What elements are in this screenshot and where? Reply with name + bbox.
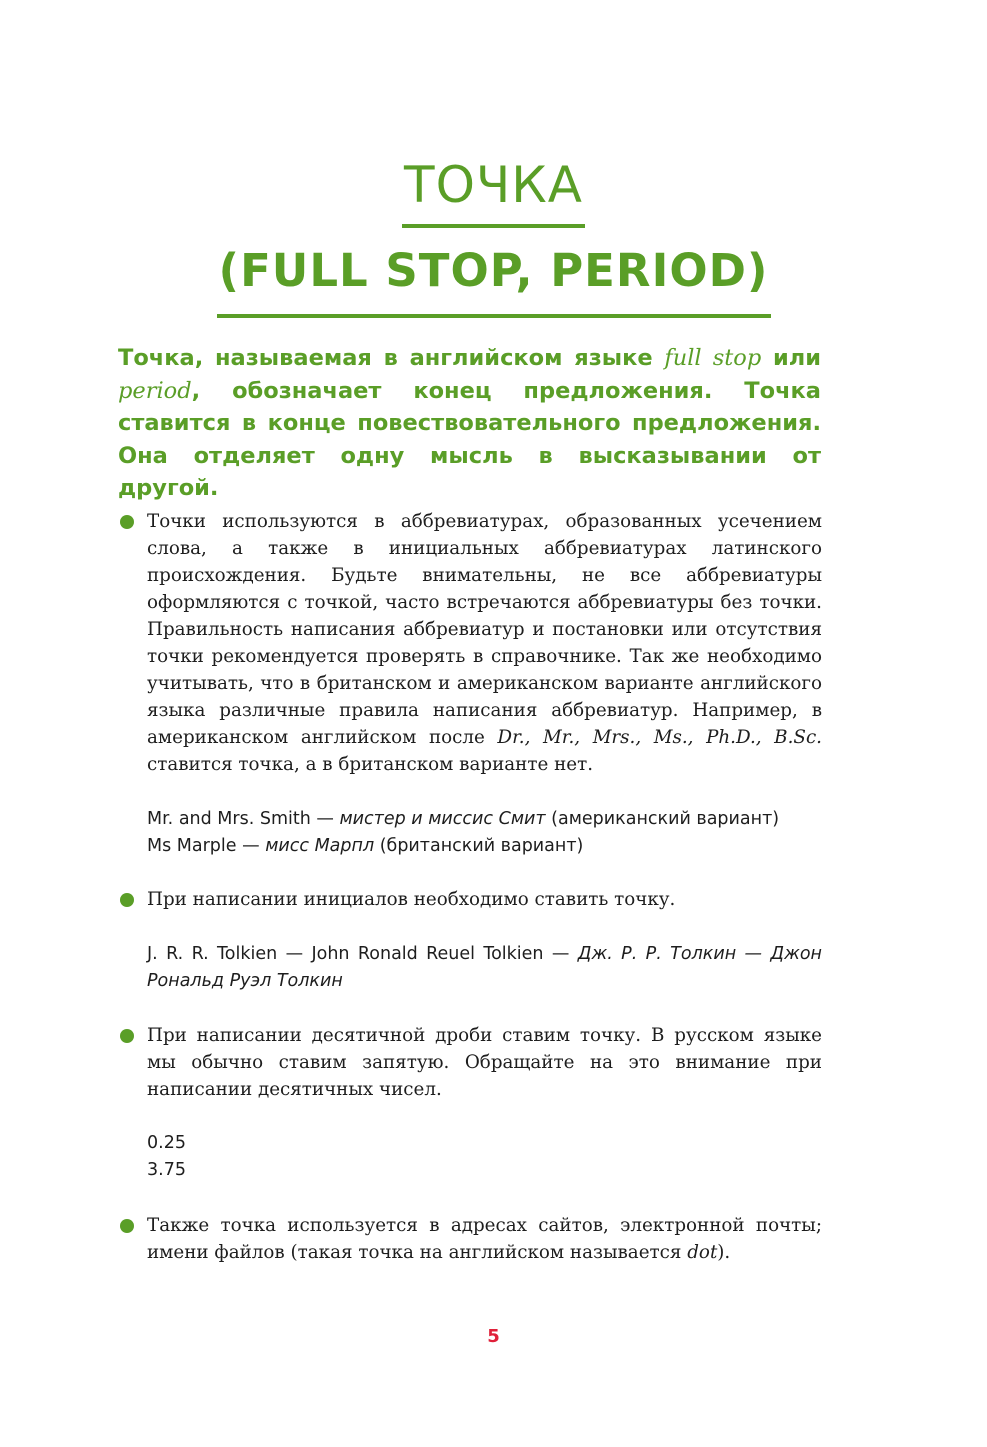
example-english-full: John Ronald Reuel Tolkien	[311, 944, 544, 964]
example-note: (американский вариант)	[545, 809, 780, 829]
example-dash: —	[236, 836, 266, 856]
example-russian: мисс Марпл	[265, 836, 375, 856]
intro-text-3: , обозначает конец предложения. Точка ставится в конце повествовательного предложения. Она отделяет одну мысль в высказывании от другой.	[118, 377, 821, 501]
bullet-text: Также точка используется в адресах сайтов, электронной почты; имени файлов (такая точка на английском называется	[147, 1215, 822, 1263]
example-abbr-1	[147, 806, 837, 833]
bullet-text: При написании инициалов необходимо ставить точку.	[147, 889, 676, 910]
example-abbr-2	[147, 833, 837, 860]
example-russian: Дж. Р. Р. Толкин — Джон Рональд Руэл Толкин	[147, 944, 822, 991]
example-russian: мистер и миссис Смит	[339, 809, 546, 829]
bullet-dot-icon	[120, 1219, 134, 1233]
intro-paragraph	[118, 342, 821, 505]
bullet-italic: dot	[687, 1242, 718, 1263]
example-english: Ms Marple	[147, 836, 237, 856]
example-note: (британский вариант)	[374, 836, 584, 856]
bullet-dot-usage	[147, 1212, 822, 1266]
example-decimal-1: 0.25	[147, 1133, 186, 1153]
bullet-italic: Dr., Mr., Mrs., Ms., Ph.D., B.Sc.	[497, 727, 822, 748]
intro-text-1: Точка, называемая в английском языке	[118, 345, 665, 371]
intro-text-2: или	[761, 345, 821, 371]
bullet-tail: ).	[717, 1242, 731, 1263]
title-line-2: (FULL STOP, PERIOD)	[217, 238, 771, 318]
bullet-text: При написании десятичной дроби ставим точку. В русском языке мы обычно ставим запятую. Обращайте на это внимание при написании десятичных чисел.	[147, 1025, 822, 1100]
bullet-text: Точки используются в аббревиатурах, образованных усечением слова, а также в инициальных аббревиатурах латинского происхождения. Будьте внимательны, не все аббревиатуры оформляются с точкой, часто встречаются аббревиатуры без точки. Правильность написания аббревиатур и постановки или отсутствия точки рекомендуется проверять в справочнике. Так же необходимо учитывать, что в британском и американском варианте английского языка различные правила написания аббревиатур. Например, в американском английском после	[147, 511, 822, 748]
bullet-initials	[147, 886, 822, 913]
bullet-dot-icon	[120, 1029, 134, 1043]
intro-term-full-stop: full stop	[664, 345, 762, 371]
bullet-tail: ставится точка, а в британском варианте нет.	[147, 754, 594, 775]
example-english-short: J. R. R. Tolkien	[147, 944, 278, 964]
example-dash: —	[310, 809, 340, 829]
title-line-1: ТОЧКА	[402, 150, 585, 228]
bullet-dot-icon	[120, 515, 134, 529]
bullet-dot-icon	[120, 893, 134, 907]
page-number: 5	[487, 1326, 500, 1347]
bullet-decimals	[147, 1022, 822, 1103]
chapter-title	[0, 150, 987, 318]
example-dash: —	[543, 944, 578, 964]
bullet-abbreviations	[147, 508, 822, 778]
intro-term-period: period	[118, 377, 192, 404]
example-dash: —	[277, 944, 312, 964]
example-initials	[147, 941, 822, 995]
example-english: Mr. and Mrs. Smith	[147, 809, 311, 829]
example-decimal-2: 3.75	[147, 1160, 186, 1180]
